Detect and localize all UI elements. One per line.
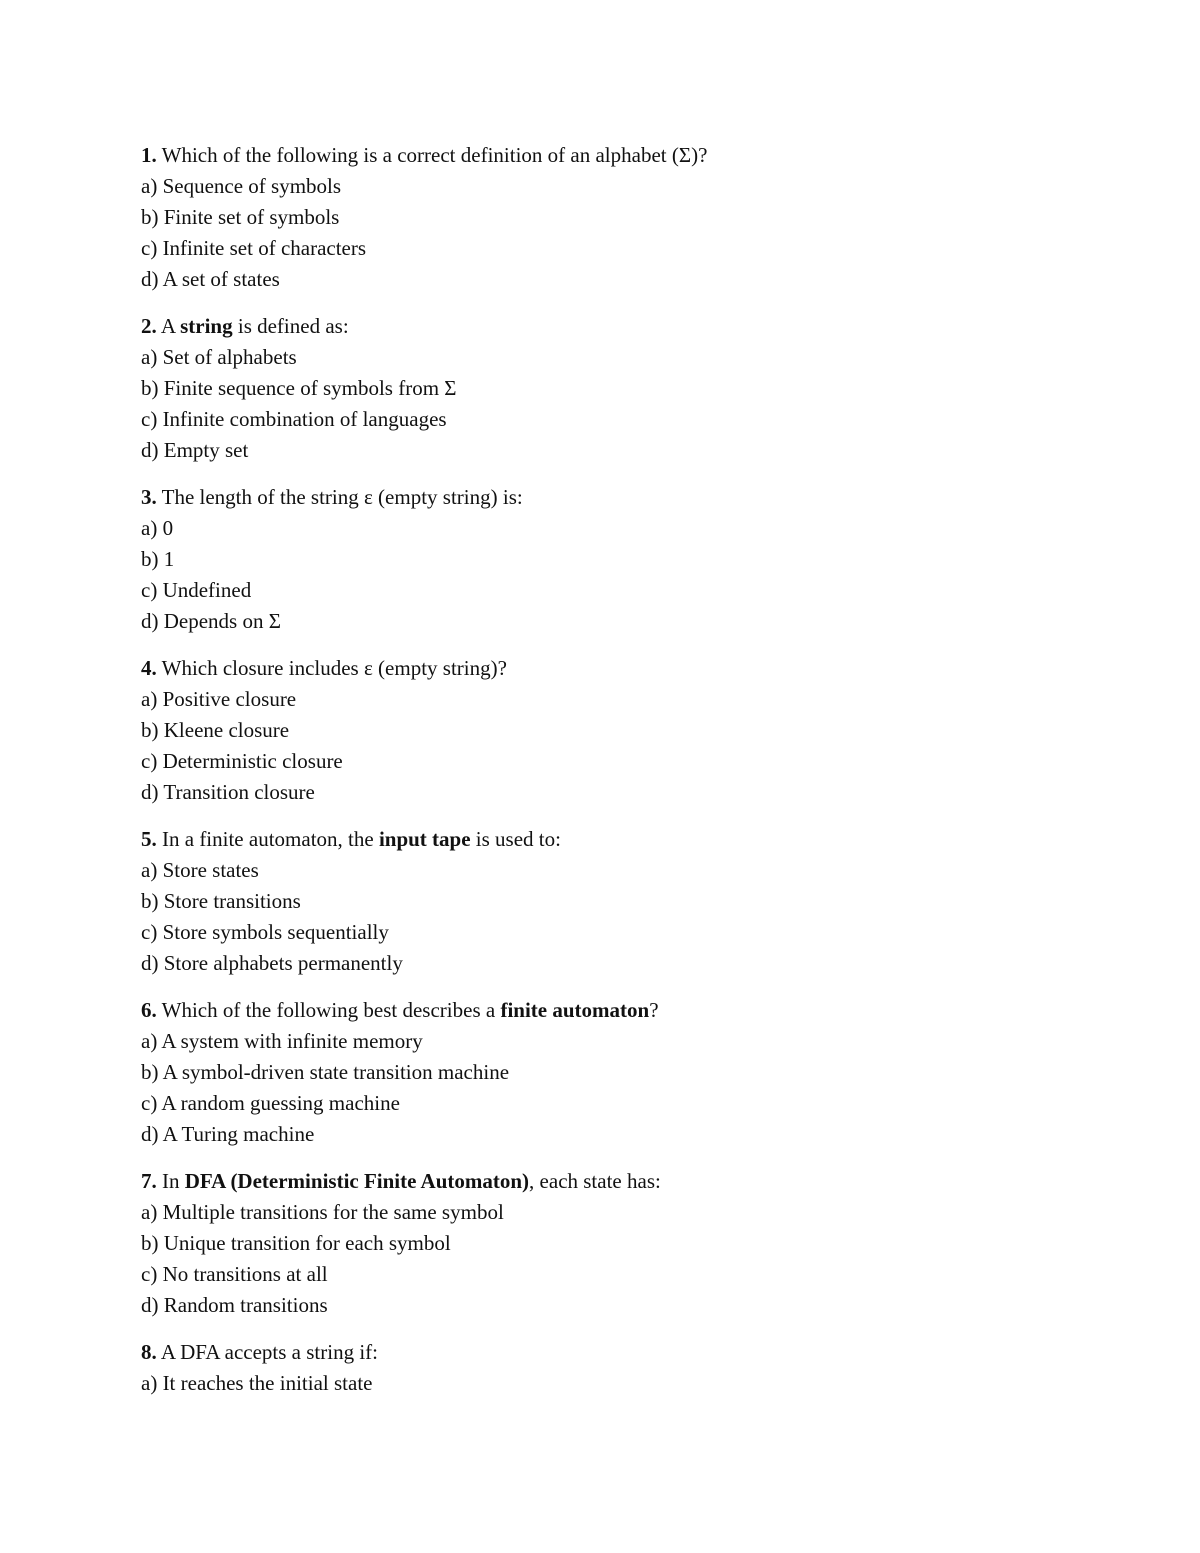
question-number: 5.	[141, 827, 157, 851]
question-number: 4.	[141, 656, 157, 680]
question-7	[141, 1166, 1101, 1321]
question-2	[141, 311, 1101, 466]
answer-option: d) Empty set	[141, 438, 249, 462]
answer-option: a) Sequence of symbols	[141, 174, 342, 198]
question-number: 8.	[141, 1340, 157, 1364]
question-number: 1.	[141, 143, 157, 167]
question-stem	[141, 1337, 1101, 1368]
answer-option: c) Infinite set of characters	[141, 236, 367, 260]
question-text: is defined as:	[232, 314, 349, 338]
question-text: A	[156, 314, 181, 338]
answer-option: b) Finite set of symbols	[141, 205, 340, 229]
question-number: 7.	[141, 1169, 157, 1193]
answer-option: c) A random guessing machine	[141, 1091, 400, 1115]
question-stem	[141, 653, 1101, 684]
question-number: 3.	[141, 485, 157, 509]
question-keyword: input tape	[378, 827, 471, 851]
answer-option: a) It reaches the initial state	[141, 1371, 373, 1395]
answer-option: c) Store symbols sequentially	[141, 920, 389, 944]
answer-option: b) Kleene closure	[141, 718, 290, 742]
answer-option: c) Undefined	[141, 578, 252, 602]
answer-option: d) Depends on Σ	[141, 609, 281, 633]
answer-option: b) A symbol-driven state transition machine	[141, 1060, 510, 1084]
question-text: Which of the following is a correct definition of an alphabet (Σ)?	[156, 143, 708, 167]
question-stem	[141, 482, 1101, 513]
answer-option: a) A system with infinite memory	[141, 1029, 423, 1053]
question-keyword: finite automaton	[500, 998, 650, 1022]
question-8	[141, 1337, 1101, 1399]
answer-option: d) A set of states	[141, 267, 280, 291]
question-stem	[141, 995, 1101, 1026]
answer-option: b) Finite sequence of symbols from Σ	[141, 376, 457, 400]
question-number: 2.	[141, 314, 157, 338]
question-6	[141, 995, 1101, 1150]
question-5	[141, 824, 1101, 979]
answer-option: a) Set of alphabets	[141, 345, 297, 369]
question-3	[141, 482, 1101, 637]
question-4	[141, 653, 1101, 808]
question-text: , each state has:	[529, 1169, 661, 1193]
answer-option: a) Multiple transitions for the same symbol	[141, 1200, 504, 1224]
question-keyword: DFA (Deterministic Finite Automaton)	[184, 1169, 530, 1193]
question-text: ?	[649, 998, 659, 1022]
answer-option: a) 0	[141, 516, 174, 540]
question-text: Which of the following best describes a	[156, 998, 501, 1022]
answer-option: d) Random transitions	[141, 1293, 328, 1317]
answer-option: c) Infinite combination of languages	[141, 407, 447, 431]
question-text: A DFA accepts a string if:	[156, 1340, 378, 1364]
answer-option: a) Store states	[141, 858, 259, 882]
answer-option: d) Store alphabets permanently	[141, 951, 403, 975]
answer-option: c) No transitions at all	[141, 1262, 328, 1286]
question-text: Which closure includes ε (empty string)?	[156, 656, 507, 680]
question-stem	[141, 140, 1101, 171]
question-1	[141, 140, 1101, 295]
question-text: is used to:	[470, 827, 561, 851]
answer-option: c) Deterministic closure	[141, 749, 343, 773]
question-list	[141, 140, 1101, 1415]
question-stem	[141, 824, 1101, 855]
question-stem	[141, 1166, 1101, 1197]
question-keyword: string	[180, 314, 233, 338]
question-stem	[141, 311, 1101, 342]
question-number: 6.	[141, 998, 157, 1022]
answer-option: d) A Turing machine	[141, 1122, 315, 1146]
question-text: In	[156, 1169, 185, 1193]
answer-option: b) Unique transition for each symbol	[141, 1231, 451, 1255]
answer-option: b) 1	[141, 547, 175, 571]
answer-option: a) Positive closure	[141, 687, 297, 711]
answer-option: b) Store transitions	[141, 889, 301, 913]
question-text: The length of the string ε (empty string) is:	[156, 485, 523, 509]
answer-option: d) Transition closure	[141, 780, 315, 804]
question-text: In a finite automaton, the	[156, 827, 379, 851]
